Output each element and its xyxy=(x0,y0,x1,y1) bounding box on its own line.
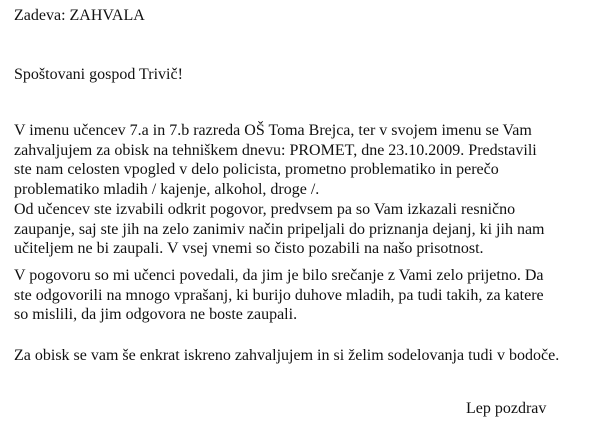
paragraph-line: V imenu učencev 7.a in 7.b razreda OŠ Toma Brejca, ter v svojem imenu se Vam xyxy=(14,122,532,139)
paragraph-line: ste odgovorili na mnogo vprašanj, ki burijo duhove mladih, pa tudi takih, za katere xyxy=(14,286,544,304)
paragraph-students-feedback xyxy=(14,266,589,325)
paragraph-line: problematiko mladih / kajenje, alkohol, droge /. xyxy=(14,181,320,199)
letter-subject: Zadeva: ZAHVALA xyxy=(14,7,145,24)
letter-greeting: Spoštovani gospod Trivič! xyxy=(14,66,183,83)
paragraph-line: Za obisk se vam še enkrat iskreno zahvaljujem in si želim sodelovanja tudi v bodoče. xyxy=(14,347,560,364)
paragraph-line: zaupanje, saj ste jih na zelo zanimiv način pripeljali do priznanja dejanj, ki jih nam xyxy=(14,220,545,238)
paragraph-line: zahvaljujem za obisk na tehniškem dnevu: PROMET, dne 23.10.2009. Predstavili xyxy=(14,141,537,159)
paragraph-line: učiteljem ne bi zaupali. V vsej vnemi so čisto pozabili na našo prisotnost. xyxy=(14,240,484,258)
paragraph-line: V pogovoru so mi učenci povedali, da jim je bilo srečanje z Vami zelo prijetno. Da xyxy=(14,267,544,284)
paragraph-line: Od učencev ste izvabili odkrit pogovor, predvsem pa so Vam izkazali resnično xyxy=(14,200,516,218)
paragraph-line: so mislili, da jim odgovora ne boste zaupali. xyxy=(14,306,298,324)
letter-closing: Lep pozdrav xyxy=(466,400,547,417)
paragraph-line: ste nam celosten vpogled v delo policista, prometno problematiko in perečo xyxy=(14,161,499,179)
paragraph-closing-thanks xyxy=(14,346,589,366)
paragraph-thanks xyxy=(14,121,589,259)
